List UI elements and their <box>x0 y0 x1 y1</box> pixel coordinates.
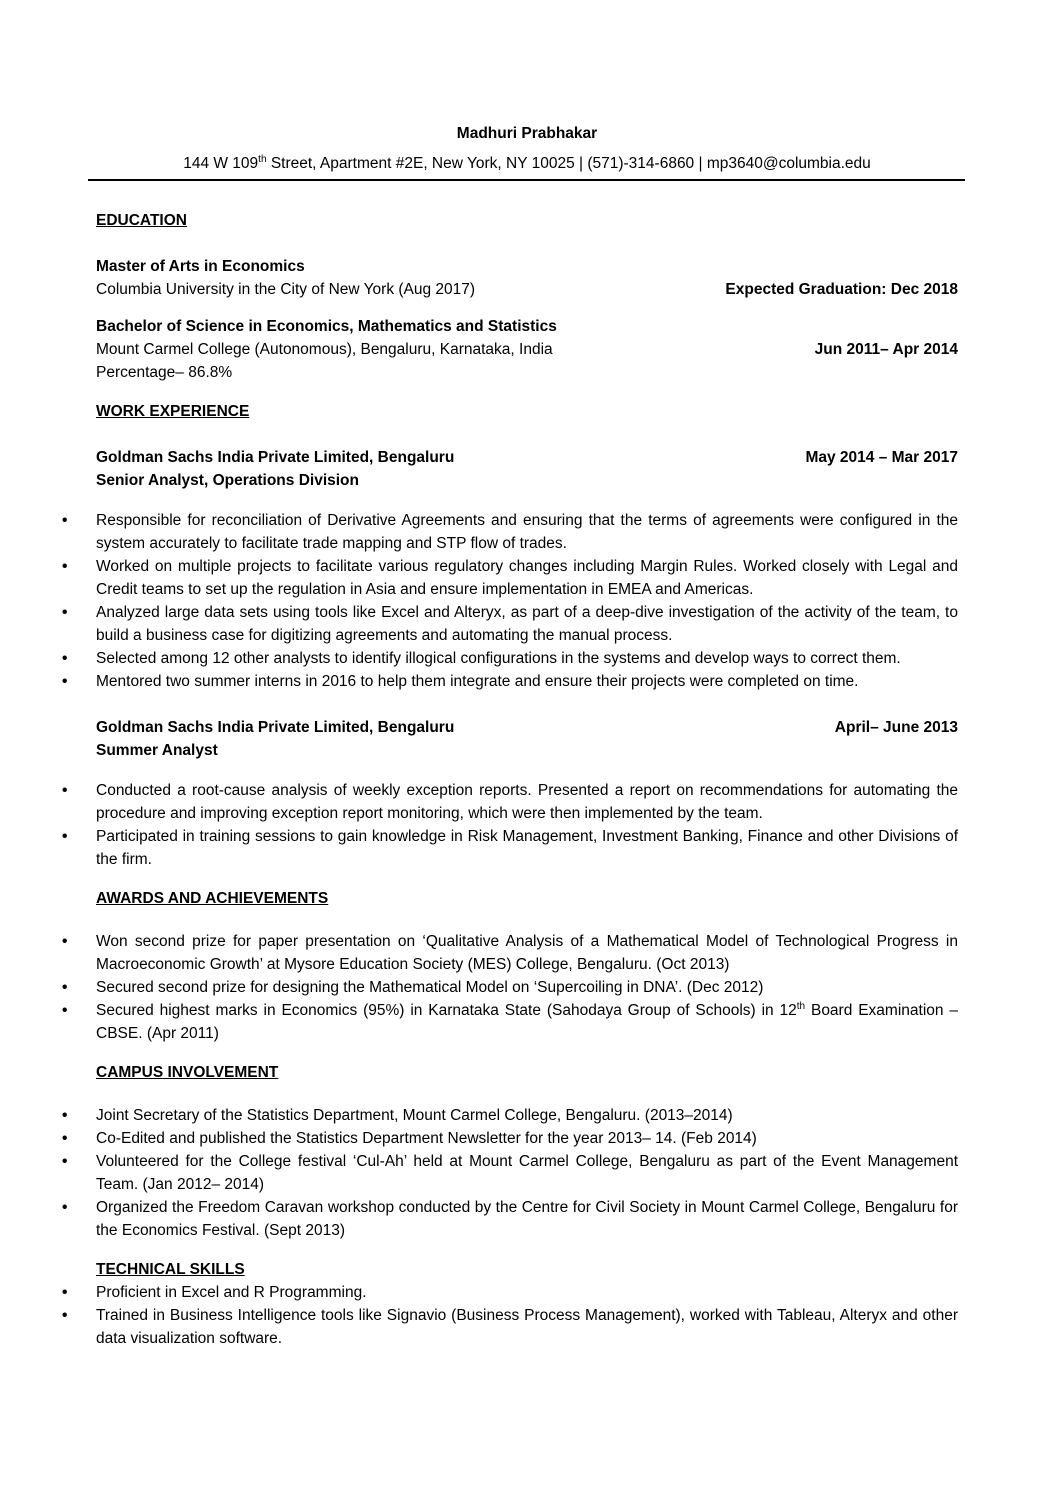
bullet-item <box>62 555 958 601</box>
text-segment: Worked on multiple projects to facilitate various regulatory changes including Margin Rules. Worked closely with Legal and Credit teams to set up the regulation in Asia and ensure implementation in EMEA and Americas. <box>96 558 958 598</box>
header-divider <box>88 179 965 181</box>
entry-date-text: April– June 2013 <box>834 719 958 736</box>
bullet-icon: • <box>62 512 68 529</box>
entry-line <box>96 446 958 469</box>
entry-title-text: Percentage– 86.8% <box>96 364 233 381</box>
bullet-text <box>96 1307 958 1347</box>
bullet-item <box>62 1304 958 1350</box>
bullet-icon: • <box>62 604 68 621</box>
bullet-text <box>96 558 958 598</box>
section-heading: TECHNICAL SKILLS <box>96 1261 245 1278</box>
bullet-icon: • <box>62 650 68 667</box>
resume-sections <box>62 209 958 1350</box>
text-segment: Street, Apartment #2E, New York, NY 10025 | (571)-314-6860 | mp3640@columbia.edu <box>266 155 871 172</box>
bullet-icon: • <box>62 933 68 950</box>
bullet-text <box>96 1284 367 1301</box>
entry-date-text: Expected Graduation: Dec 2018 <box>725 281 958 298</box>
text-segment: Selected among 12 other analysts to identify illogical configurations in the systems and develop ways to correct them. <box>96 650 901 667</box>
section-heading: AWARDS AND ACHIEVEMENTS <box>96 890 329 907</box>
bullet-text <box>96 650 901 667</box>
bullet-item <box>62 825 958 871</box>
bullet-icon: • <box>62 1130 68 1147</box>
text-segment: Won second prize for paper presentation on ‘Qualitative Analysis of a Mathematical Model of Technological Progress in Macroeconomic Growth’ at Mysore Education Society (MES) College, Bengaluru. (Oct 2013) <box>96 933 958 973</box>
superscript-text: th <box>258 153 267 165</box>
text-segment: Trained in Business Intelligence tools like Signavio (Business Process Management), worked with Tableau, Alteryx and other data visualization software. <box>96 1307 958 1347</box>
bullet-list <box>62 779 958 871</box>
entry <box>96 315 958 384</box>
bullet-icon: • <box>62 558 68 575</box>
bullet-item <box>62 930 958 976</box>
entry-title-text: Master of Arts in Economics <box>96 258 305 275</box>
bullet-item <box>62 976 958 999</box>
bullet-text <box>96 604 958 644</box>
entry-line <box>96 255 958 278</box>
bullet-text <box>96 512 958 552</box>
bullet-icon: • <box>62 1307 68 1324</box>
text-segment: Co-Edited and published the Statistics Department Newsletter for the year 2013– 14. (Feb 2014) <box>96 1130 757 1147</box>
text-segment: Board Examination – CBSE. (Apr 2011) <box>96 1002 958 1042</box>
entry <box>96 446 958 492</box>
bullet-item <box>62 779 958 825</box>
text-segment: Conducted a root-cause analysis of weekly exception reports. Presented a report on recommendations for automating the procedure and improving exception report monitoring, which were then implemented by the team. <box>96 782 958 822</box>
text-segment: Analyzed large data sets using tools like Excel and Alteryx, as part of a deep-dive investigation of the activity of the team, to build a business case for digitizing agreements and automating the manual process. <box>96 604 958 644</box>
text-segment: Proficient in Excel and R Programming. <box>96 1284 367 1301</box>
entry-title-text: Goldman Sachs India Private Limited, Bengaluru <box>96 449 455 466</box>
text-segment: Participated in training sessions to gain knowledge in Risk Management, Investment Banking, Finance and other Divisions of the firm. <box>96 828 958 868</box>
entry-title-text: Goldman Sachs India Private Limited, Bengaluru <box>96 719 455 736</box>
bullet-item <box>62 601 958 647</box>
resume-header <box>96 122 958 181</box>
bullet-text <box>96 673 858 690</box>
bullet-icon: • <box>62 1199 68 1216</box>
section-heading: CAMPUS INVOLVEMENT <box>96 1064 279 1081</box>
superscript-text: th <box>796 1000 806 1012</box>
person-name: Madhuri Prabhakar <box>456 125 598 142</box>
section-education <box>96 209 958 384</box>
bullet-item <box>62 1104 958 1127</box>
text-segment: 144 W 109 <box>183 155 259 172</box>
bullet-icon: • <box>62 1153 68 1170</box>
bullet-list <box>62 509 958 693</box>
entry-line <box>96 739 958 762</box>
bullet-list <box>62 930 958 1045</box>
text-segment: Secured second prize for designing the Mathematical Model on ‘Supercoiling in DNA’. (Dec 2012) <box>96 979 764 996</box>
entry-title-text: Summer Analyst <box>96 742 218 759</box>
bullet-icon: • <box>62 1107 68 1124</box>
bullet-icon: • <box>62 1284 68 1301</box>
bullet-text <box>96 782 958 822</box>
section-technical-skills <box>62 1258 958 1350</box>
bullet-item <box>62 999 958 1045</box>
bullet-text <box>96 828 958 868</box>
text-segment: Mentored two summer interns in 2016 to help them integrate and ensure their projects were completed on time. <box>96 673 859 690</box>
entry-line <box>96 338 958 361</box>
entry-title-text: Columbia University in the City of New York (Aug 2017) <box>96 281 476 298</box>
text-segment: Joint Secretary of the Statistics Department, Mount Carmel College, Bengaluru. (2013–2014) <box>96 1107 733 1124</box>
entry-line <box>96 716 958 739</box>
bullet-icon: • <box>62 979 68 996</box>
entry-date-text: Jun 2011– Apr 2014 <box>814 341 958 358</box>
entry-line <box>96 315 958 338</box>
entry-title-text: Senior Analyst, Operations Division <box>96 472 359 489</box>
bullet-text <box>96 1002 958 1042</box>
bullet-text <box>96 1153 958 1193</box>
section-work-experience <box>62 400 958 871</box>
bullet-item <box>62 1127 958 1150</box>
text-segment: Secured highest marks in Economics (95%) in Karnataka State (Sahodaya Group of Schools) in 12 <box>96 1002 797 1019</box>
bullet-list <box>62 1281 958 1350</box>
section-heading: WORK EXPERIENCE <box>96 403 250 420</box>
section-heading: EDUCATION <box>96 212 187 229</box>
bullet-text <box>96 1107 733 1124</box>
bullet-text <box>96 1130 757 1147</box>
text-segment: Organized the Freedom Caravan workshop conducted by the Centre for Civil Society in Mount Carmel College, Bengaluru for the Economics Festival. (Sept 2013) <box>96 1199 958 1239</box>
bullet-text <box>96 979 763 996</box>
contact-line <box>96 152 958 175</box>
entry-line <box>96 469 958 492</box>
entry-title-text: Mount Carmel College (Autonomous), Bengaluru, Karnataka, India <box>96 341 553 358</box>
bullet-text <box>96 1199 958 1239</box>
bullet-item <box>62 1150 958 1196</box>
bullet-icon: • <box>62 828 68 845</box>
bullet-icon: • <box>62 673 68 690</box>
entry <box>96 716 958 762</box>
text-segment: Responsible for reconciliation of Derivative Agreements and ensuring that the terms of agreements were configured in the system accurately to facilitate trade mapping and STP flow of trades. <box>96 512 958 552</box>
bullet-icon: • <box>62 782 68 799</box>
bullet-item <box>62 647 958 670</box>
entry-date-text: May 2014 – Mar 2017 <box>805 449 958 466</box>
section-awards-and-achievements <box>62 887 958 1045</box>
bullet-item <box>62 509 958 555</box>
bullet-item <box>62 1196 958 1242</box>
entry <box>96 255 958 301</box>
text-segment: Volunteered for the College festival ‘Cul-Ah’ held at Mount Carmel College, Bengaluru as part of the Event Management Team. (Jan 2012– 2014) <box>96 1153 958 1193</box>
bullet-icon: • <box>62 1002 68 1019</box>
entry-line <box>96 361 958 384</box>
bullet-item <box>62 670 958 693</box>
entry-title-text: Bachelor of Science in Economics, Mathematics and Statistics <box>96 318 557 335</box>
bullet-text <box>96 933 958 973</box>
bullet-item <box>62 1281 958 1304</box>
entry-line <box>96 278 958 301</box>
section-campus-involvement <box>62 1061 958 1242</box>
bullet-list <box>62 1104 958 1242</box>
